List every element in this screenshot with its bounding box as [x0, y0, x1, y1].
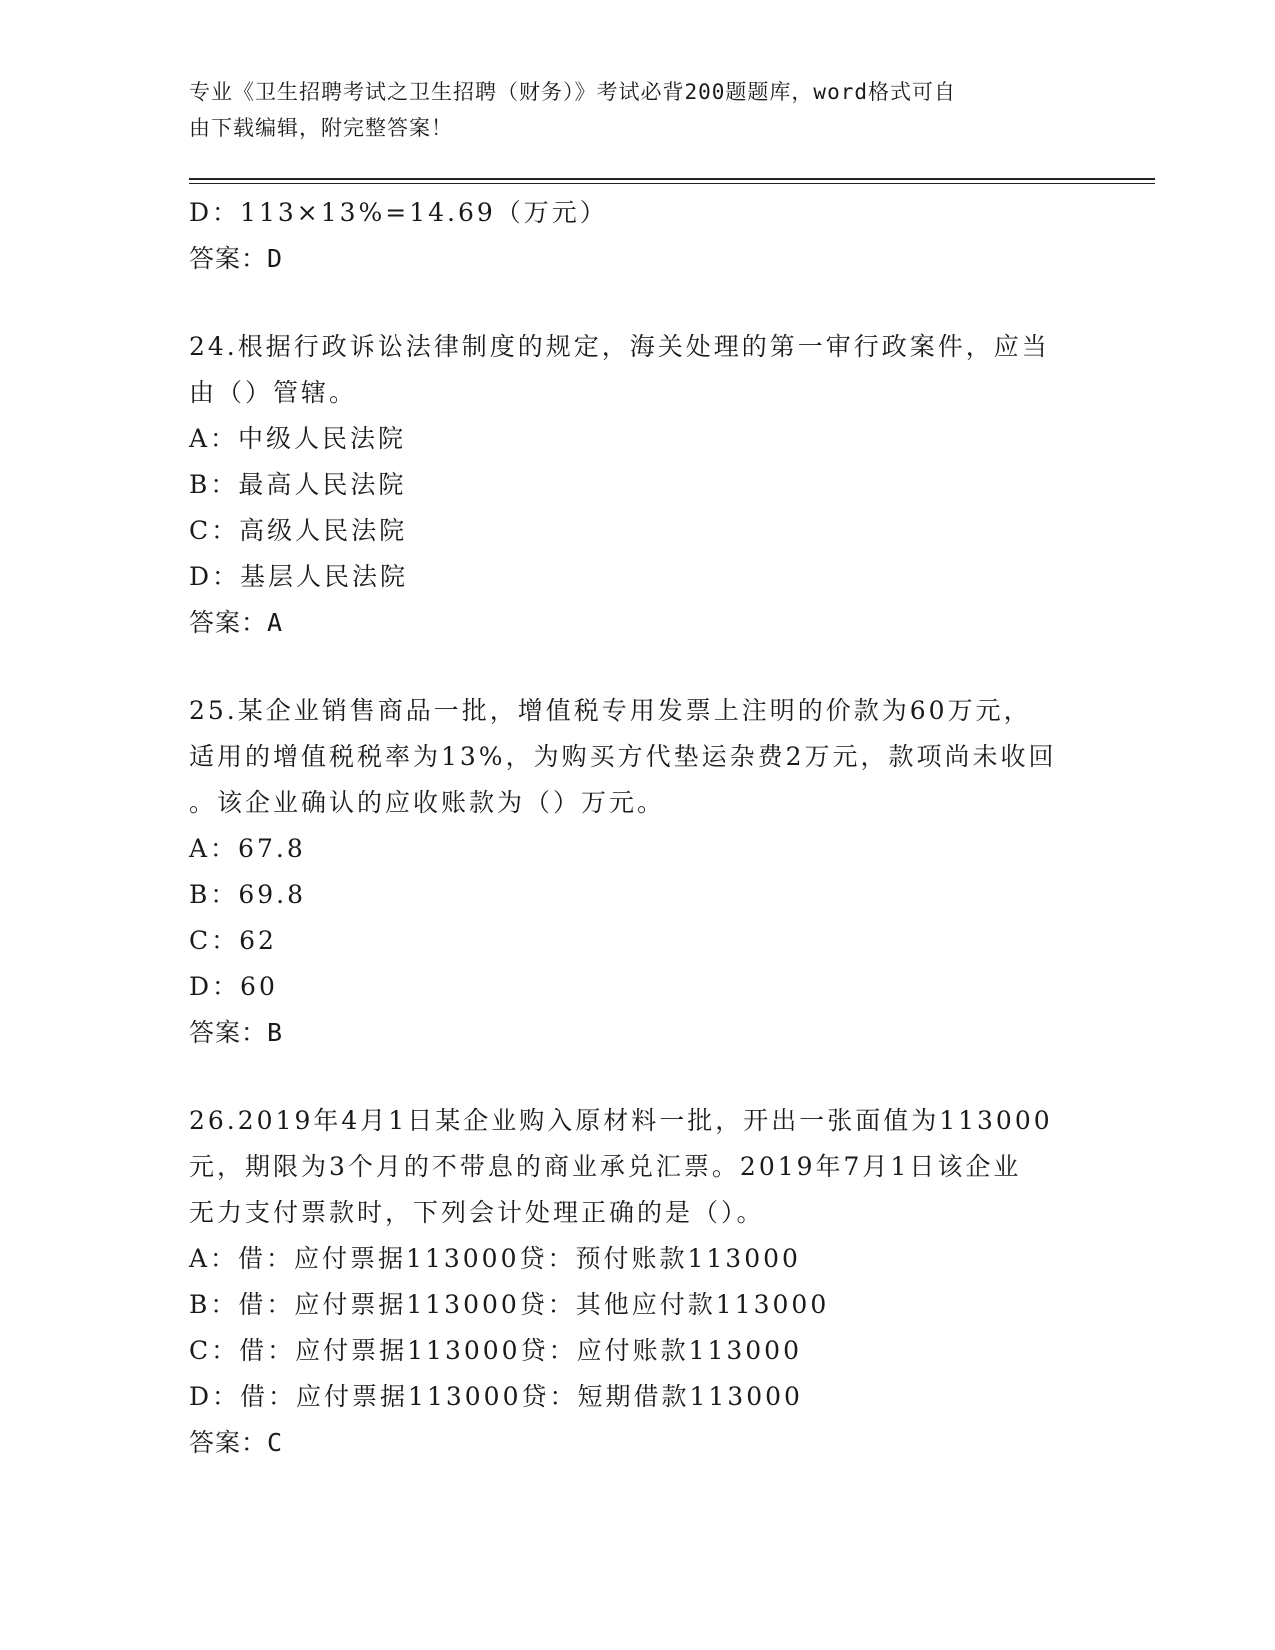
prev-option-d: D：113×13%=14.69（万元）: [189, 198, 608, 227]
option-c: C：62: [189, 926, 277, 955]
header-line-2: 由下载编辑，附完整答案！: [189, 116, 453, 140]
prev-answer: 答案：D: [189, 244, 284, 273]
header-rule-thick: [189, 178, 1155, 180]
option-d: D：基层人民法院: [189, 562, 409, 591]
question-stem-line: 适用的增值税税率为13%，为购买方代垫运杂费2万元，款项尚未收回: [189, 742, 1057, 771]
question-stem-line: 无力支付票款时，下列会计处理正确的是（）。: [189, 1198, 765, 1227]
question-stem-line: 26.2019年4月1日某企业购入原材料一批，开出一张面值为113000: [189, 1106, 1053, 1135]
question-26: [189, 1098, 1089, 1466]
option-c: C：高级人民法院: [189, 516, 408, 545]
question-stem-line: 。该企业确认的应收账款为（）万元。: [189, 788, 666, 817]
header-rule-thin: [189, 183, 1155, 184]
answer: 答案：B: [189, 1018, 284, 1047]
option-a: A：中级人民法院: [189, 424, 407, 453]
option-a: A：67.8: [189, 834, 306, 863]
option-b: B：最高人民法院: [189, 470, 407, 499]
question-stem-line: 25.某企业销售商品一批，增值税专用发票上注明的价款为60万元，: [189, 696, 1032, 725]
document-body: [189, 190, 1089, 1466]
option-a: A：借：应付票据113000贷：预付账款113000: [189, 1244, 801, 1273]
header-line-1: 专业《卫生招聘考试之卫生招聘（财务）》考试必背200题题库，word格式可自: [189, 80, 956, 104]
option-b: B：借：应付票据113000贷：其他应付款113000: [189, 1290, 830, 1319]
question-stem-line: 由（）管辖。: [189, 378, 358, 407]
question-stem-line: 元，期限为3个月的不带息的商业承兑汇票。2019年7月1日该企业: [189, 1152, 1022, 1181]
answer: 答案：A: [189, 608, 284, 637]
question-25: [189, 688, 1089, 1056]
question-24: [189, 324, 1089, 646]
option-d: D：借：应付票据113000贷：短期借款113000: [189, 1382, 803, 1411]
answer: 答案：C: [189, 1428, 284, 1457]
option-c: C：借：应付票据113000贷：应付账款113000: [189, 1336, 802, 1365]
question-stem-line: 24.根据行政诉讼法律制度的规定，海关处理的第一审行政案件，应当: [189, 332, 1050, 361]
option-d: D：60: [189, 972, 278, 1001]
document-header: [189, 74, 1069, 146]
option-b: B：69.8: [189, 880, 307, 909]
